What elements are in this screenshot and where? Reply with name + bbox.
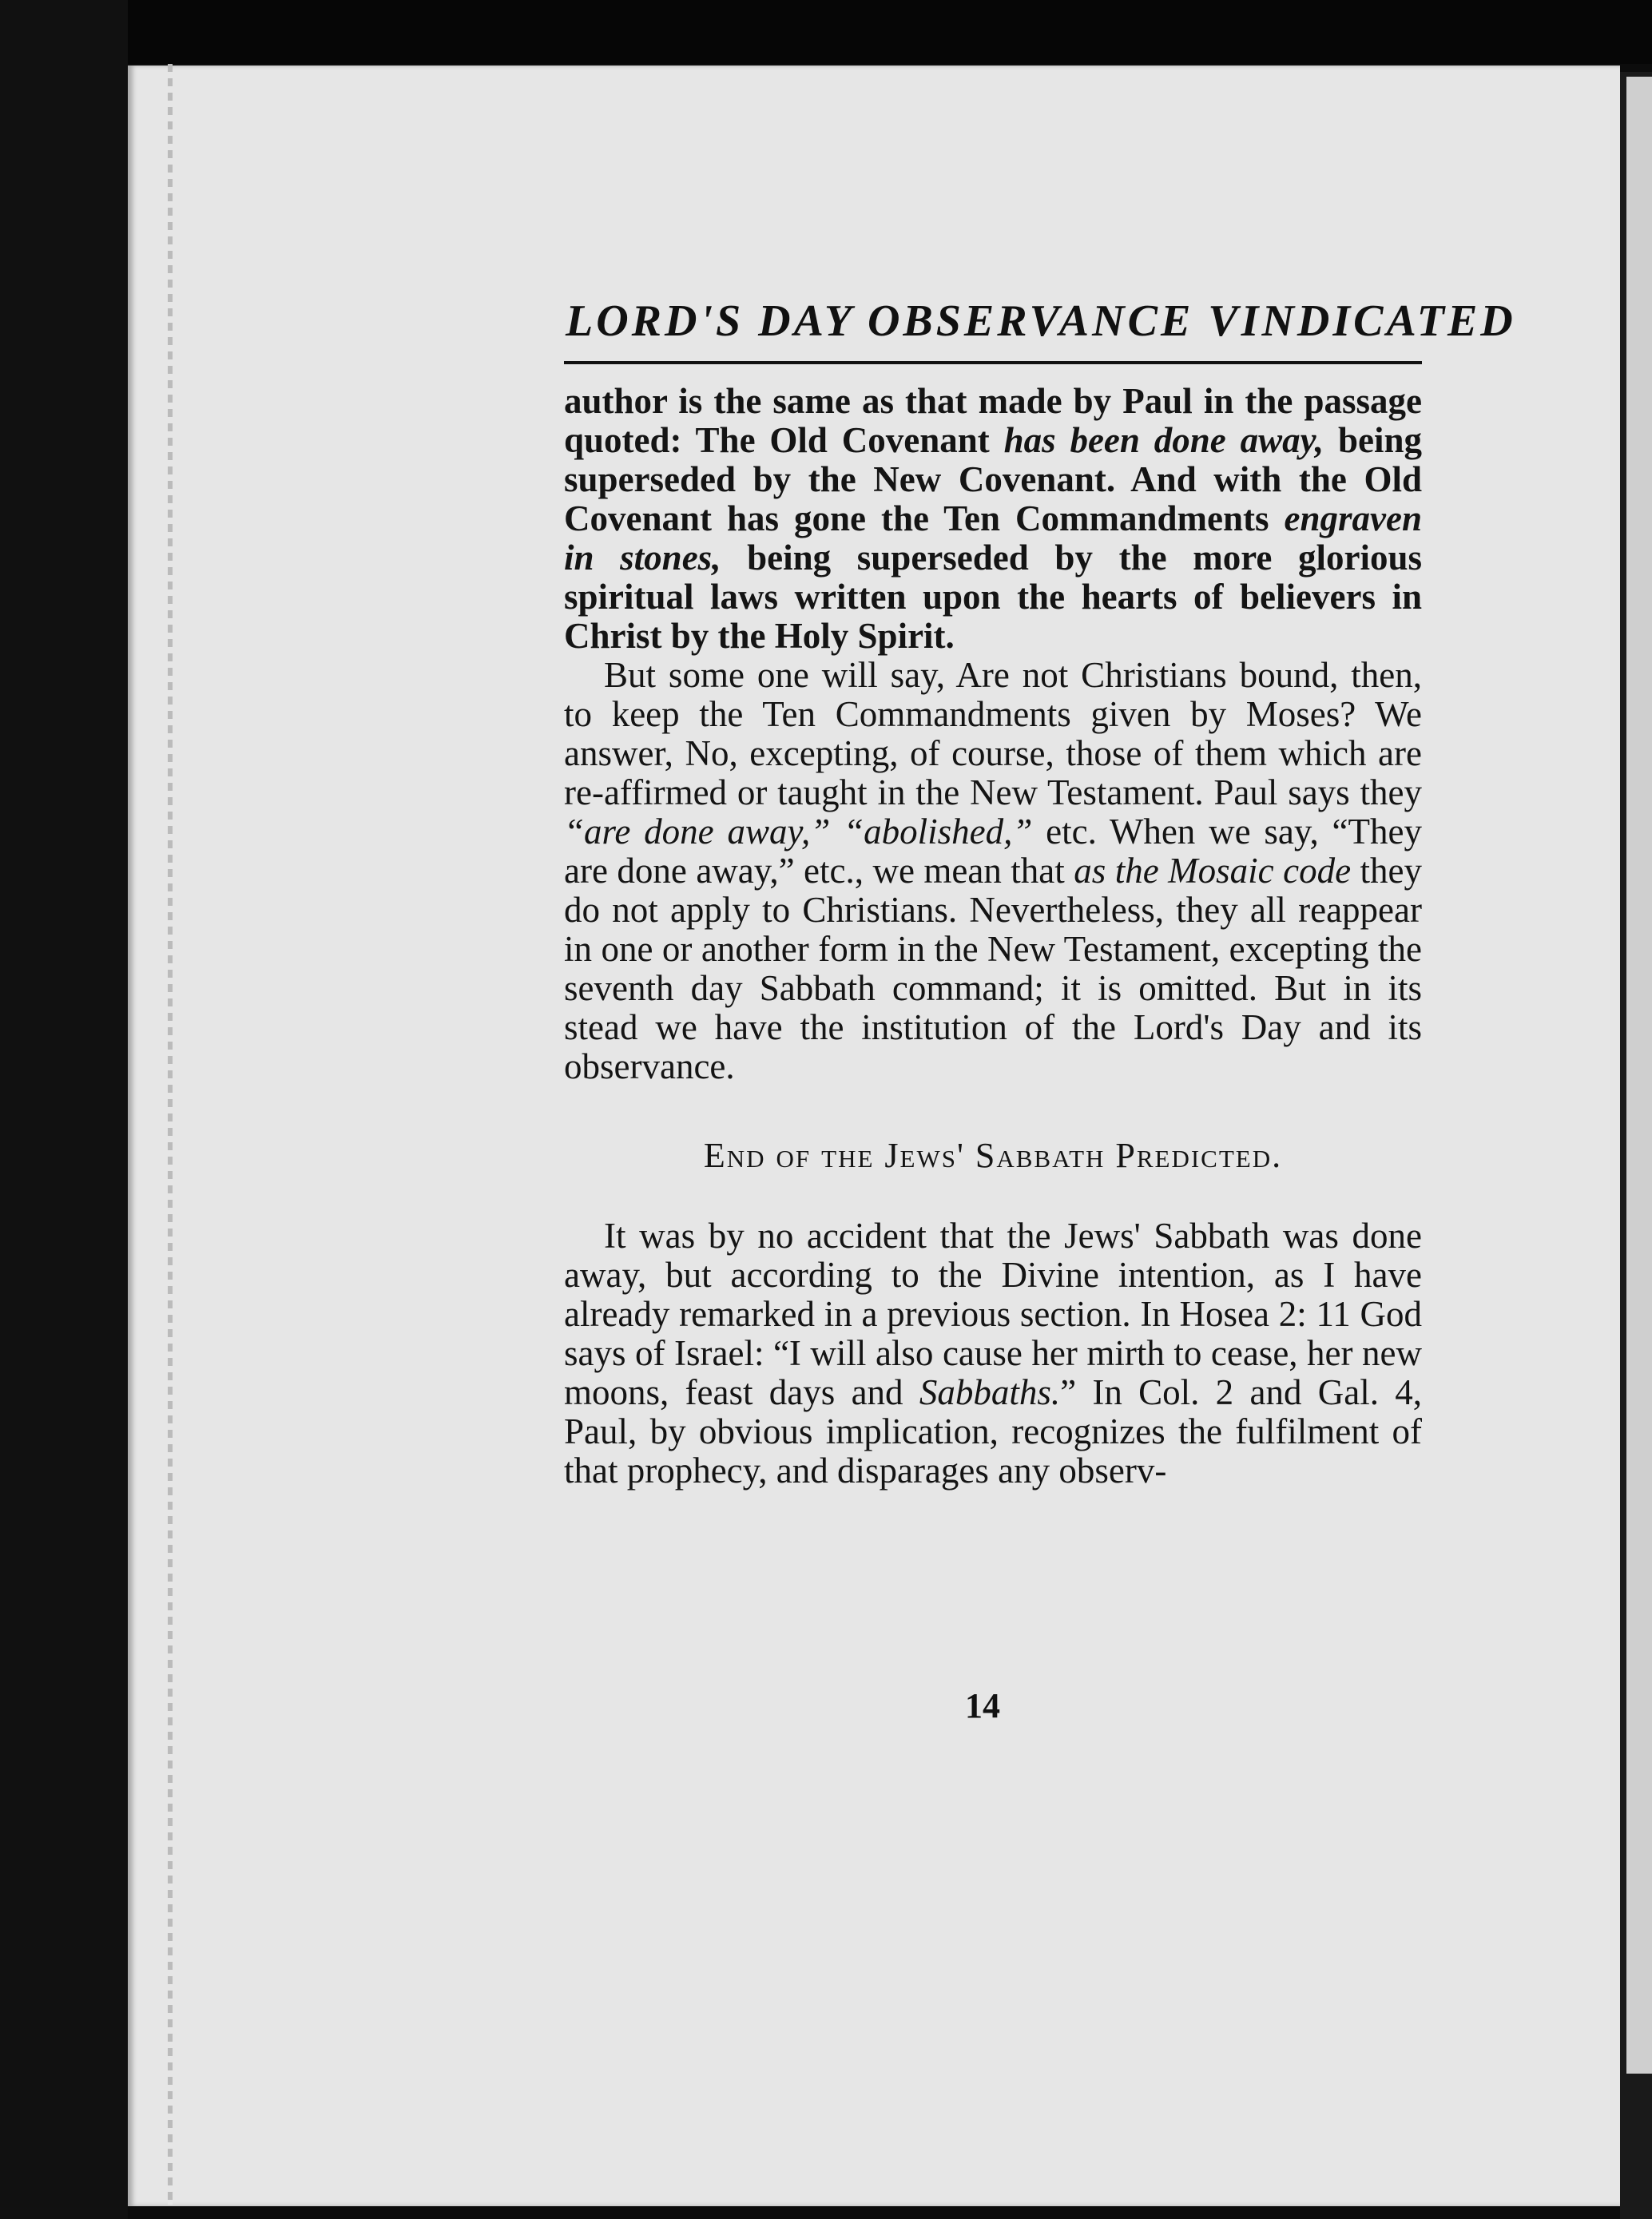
next-page-edge	[1626, 77, 1652, 2074]
text-segment: But some one will say, Are not Christians bound, then, to keep the Ten Commandments given by Moses? We answer, No, excepting, of course, those of them which are re-affirmed or taught in the New Testament. Paul says they	[564, 655, 1422, 812]
scan-top-border	[0, 0, 1652, 64]
text-segment: It was by no accident that the Jews' Sabbath was done away, but according to the Divine intention, as I have already remarked in a previous section. In Hosea 2: 11 God says of Israel: “I will also cause her mirth to cease, her new moons, feast days and	[564, 1216, 1422, 1412]
body-text	[564, 382, 1422, 1491]
running-head: LORD'S DAY OBSERVANCE VINDICATED	[566, 296, 1516, 346]
text-segment: engraven in stones,	[564, 498, 1422, 578]
text-segment: has been done away,	[1003, 420, 1324, 460]
page-number: 14	[965, 1686, 1000, 1725]
binding-edge	[168, 64, 173, 2205]
text-segment: author is the same as that made by Paul in the passage quoted: The Old Covenant	[564, 381, 1422, 460]
scan-left-border	[0, 0, 128, 2219]
paragraph-2	[564, 656, 1422, 1086]
text-segment: being superseded by the more glorious spiritual laws written upon the hearts of believers in Christ by the Holy Spirit.	[564, 538, 1422, 656]
text-segment: as the Mosaic code	[1074, 851, 1352, 891]
text-segment: etc. When we say, “They are done away,” etc., we mean that	[564, 812, 1422, 891]
paragraph-1	[564, 382, 1422, 656]
text-segment: “are done away,” “abolished,”	[564, 812, 1033, 851]
text-segment: being superseded by the New Covenant. And with the Old Covenant has gone the Ten Commandments	[564, 420, 1422, 538]
text-segment: they do not apply to Christians. Nevertheless, they all reappear in one or another form in the New Testament, excepting the seventh day Sabbath command; it is omitted. But in its stead we have the institution of the Lord's Day and its observance.	[564, 851, 1422, 1086]
text-segment: Sabbaths.	[919, 1372, 1061, 1412]
paragraph-3	[564, 1217, 1422, 1491]
section-heading: End of the Jews' Sabbath Predicted.	[703, 1136, 1283, 1175]
text-segment: ” In Col. 2 and Gal. 4, Paul, by obvious implication, recognizes the fulfilment of that prophecy, and disparages any observ-	[564, 1372, 1422, 1491]
header-rule	[564, 361, 1422, 364]
